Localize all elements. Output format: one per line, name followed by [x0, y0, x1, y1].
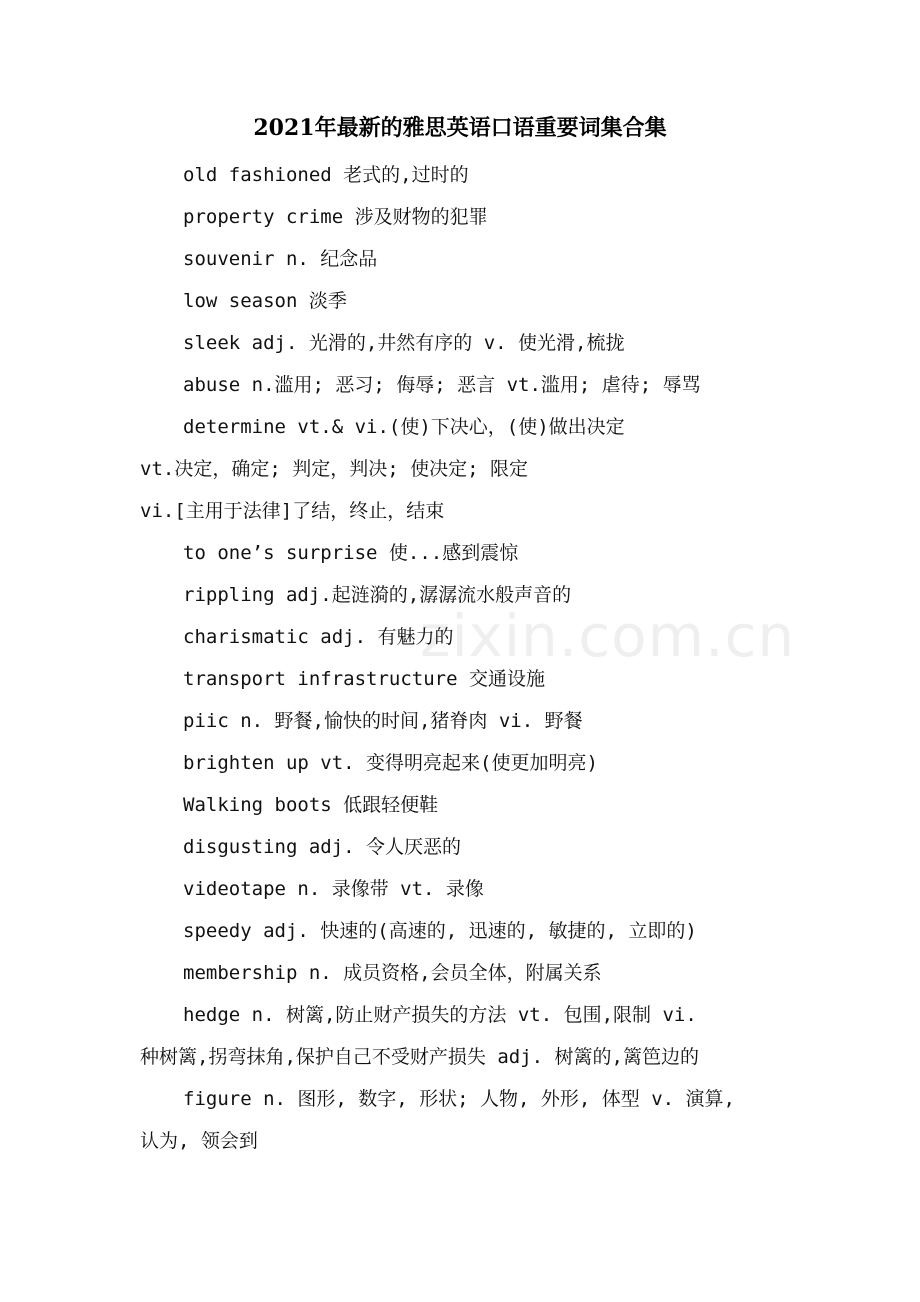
vocab-line: to one’s surprise 使...感到震惊 — [183, 542, 519, 564]
vocab-line: hedge n. 树篱,防止财产损失的方法 vt. 包围,限制 vi. — [183, 1004, 697, 1026]
vocab-line: rippling adj.起涟漪的,潺潺流水般声音的 — [183, 584, 572, 606]
watermark: zixin.com.cn — [420, 602, 796, 670]
vocab-line-continuation: 认为, 领会到 — [140, 1130, 258, 1152]
vocab-line: piic n. 野餐,愉快的时间,猪脊肉 vi. 野餐 — [183, 710, 583, 732]
vocab-line: souvenir n. 纪念品 — [183, 248, 378, 270]
vocab-line-continuation: vt.决定，确定; 判定，判决; 使决定; 限定 — [140, 458, 528, 480]
vocab-line: speedy adj. 快速的(高速的, 迅速的, 敏捷的, 立即的) — [183, 920, 697, 942]
vocab-line: brighten up vt. 变得明亮起来(使更加明亮) — [183, 752, 598, 774]
vocab-line: transport infrastructure 交通设施 — [183, 668, 545, 690]
vocab-line: figure n. 图形, 数字, 形状; 人物, 外形, 体型 v. 演算, — [183, 1088, 735, 1110]
vocab-line: membership n. 成员资格,会员全体，附属关系 — [183, 962, 602, 984]
vocabulary-list — [140, 154, 780, 1162]
vocab-line-continuation: 种树篱,拐弯抹角,保护自己不受财产损失 adj. 树篱的,篱笆边的 — [140, 1046, 699, 1068]
vocab-line: videotape n. 录像带 vt. 录像 — [183, 878, 484, 900]
vocab-line: determine vt.& vi.(使)下决心，(使)做出决定 — [183, 416, 625, 438]
vocab-line: low season 淡季 — [183, 290, 347, 312]
vocab-line: disgusting adj. 令人厌恶的 — [183, 836, 462, 858]
document-title: 2021年最新的雅思英语口语重要词集合集 — [253, 115, 667, 141]
vocab-line: Walking boots 低跟轻便鞋 — [183, 794, 439, 816]
vocab-line-continuation: vi.[主用于法律]了结，终止，结束 — [140, 500, 445, 522]
vocab-line: abuse n.滥用; 恶习; 侮辱; 恶言 vt.滥用; 虐待; 辱骂 — [183, 374, 701, 396]
vocab-line: property crime 涉及财物的犯罪 — [183, 206, 488, 228]
vocab-line: sleek adj. 光滑的,井然有序的 v. 使光滑,梳拢 — [183, 332, 625, 354]
vocab-line: charismatic adj. 有魅力的 — [183, 626, 454, 648]
vocab-line: old fashioned 老式的,过时的 — [183, 164, 469, 186]
